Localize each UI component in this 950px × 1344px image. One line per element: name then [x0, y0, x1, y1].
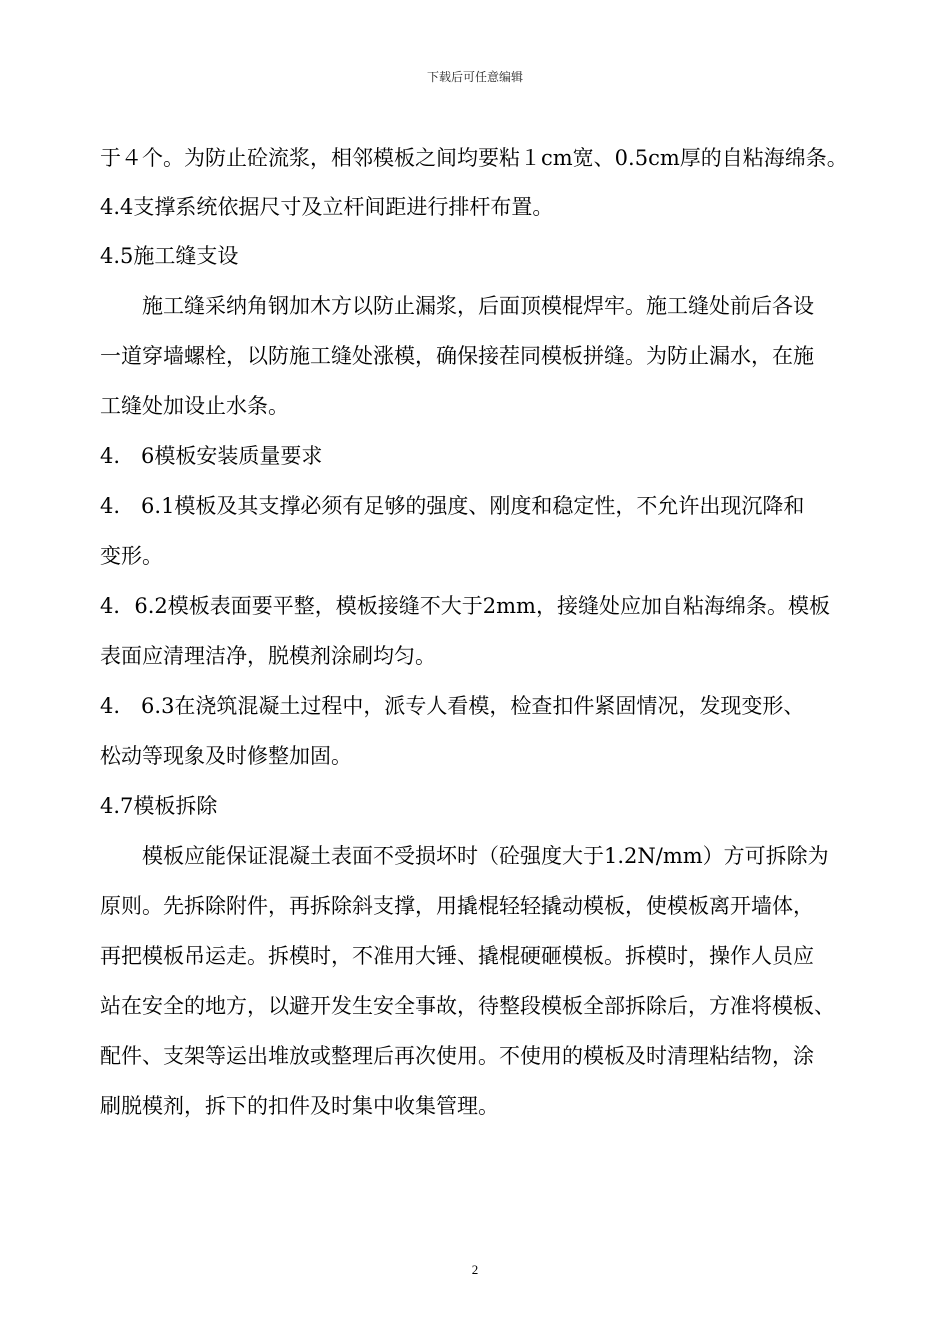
- text-line: 表面应清理洁净，脱模剂涂刷均匀。: [100, 644, 436, 668]
- text-line: 再把模板吊运走。拆模时，不准用大锤、撬棍硬砸模板。拆模时，操作人员应: [100, 944, 814, 968]
- text-line: 模板应能保证混凝土表面不受损坏时（砼强度大于1.2N/mm）方可拆除为: [100, 844, 829, 868]
- section-heading: 4. 6模板安装质量要求: [100, 444, 323, 468]
- text-line: 变形。: [100, 544, 163, 568]
- text-line: 施工缝采纳角钢加木方以防止漏浆，后面顶模棍焊牢。施工缝处前后各设: [100, 294, 814, 318]
- text-line: 原则。先拆除附件，再拆除斜支撑，用撬棍轻轻撬动模板，使模板离开墙体，: [100, 894, 814, 918]
- text-line: 刷脱模剂，拆下的扣件及时集中收集管理。: [100, 1094, 499, 1118]
- section-heading: 4.7模板拆除: [100, 794, 218, 818]
- text-line: 松动等现象及时修整加固。: [100, 744, 352, 768]
- section-heading: 4.5施工缝支设: [100, 244, 239, 268]
- text-line: 站在安全的地方，以避开发生安全事故，待整段模板全部拆除后，方准将模板、: [100, 994, 835, 1018]
- text-line: 一道穿墙螺栓，以防施工缝处涨模，确保接茬同模板拼缝。为防止漏水，在施: [100, 344, 814, 368]
- page-header: 下载后可任意编辑: [426, 70, 523, 84]
- text-line: 4.4支撑系统依据尺寸及立杆间距进行排杆布置。: [100, 195, 554, 219]
- text-line: 于４个。为防止砼流浆，相邻模板之间均要粘１cm宽、0.5cm厚的自粘海绵条。: [100, 146, 848, 170]
- page-number: 2: [471, 1262, 479, 1277]
- text-line: 配件、支架等运出堆放或整理后再次使用。不使用的模板及时清理粘结物，涂: [100, 1044, 814, 1068]
- text-line: 4. 6.3在浇筑混凝土过程中，派专人看模，检查扣件紧固情况，发现变形、: [100, 694, 805, 718]
- text-line: 工缝处加设止水条。: [100, 394, 289, 418]
- text-line: 4. 6.1模板及其支撑必须有足够的强度、刚度和稳定性，不允许出现沉降和: [100, 494, 805, 518]
- text-line: 4．6.2模板表面要平整，模板接缝不大于2mm，接缝处应加自粘海绵条。模板: [100, 594, 830, 618]
